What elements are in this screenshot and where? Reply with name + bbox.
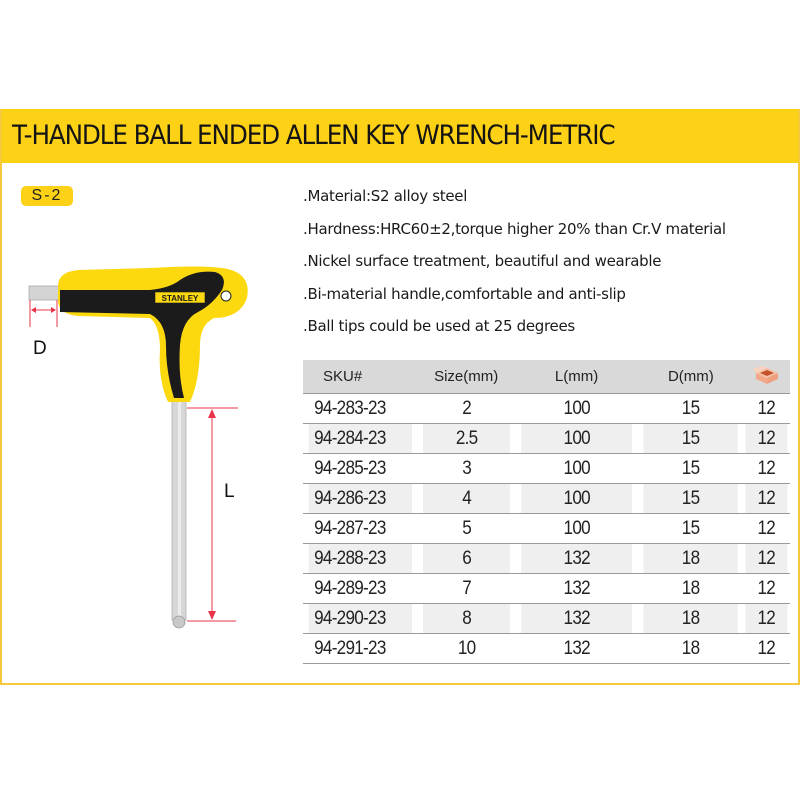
table-row xyxy=(303,484,790,514)
cell-length: 100 xyxy=(521,484,632,514)
table-row xyxy=(303,454,790,484)
cell-length: 132 xyxy=(521,574,632,604)
svg-text:STANLEY: STANLEY xyxy=(161,294,199,303)
diameter-label: D xyxy=(33,338,47,359)
cell-sku: 94-291-23 xyxy=(309,634,412,664)
product-illustration xyxy=(0,230,300,650)
cell-sku: 94-287-23 xyxy=(309,514,412,544)
cell-size: 7 xyxy=(422,574,510,604)
cell-box-qty: 12 xyxy=(746,394,788,424)
spec-table xyxy=(303,360,790,664)
cell-length: 132 xyxy=(521,544,632,574)
col-header-size: Size(mm) xyxy=(418,360,515,394)
cell-sku: 94-290-23 xyxy=(309,604,412,634)
cell-size: 3 xyxy=(422,454,510,484)
feature-item: .Hardness:HRC60±2,torque higher 20% than Cr.V material xyxy=(303,219,726,238)
table-row xyxy=(303,544,790,574)
table-row xyxy=(303,514,790,544)
cell-size: 2.5 xyxy=(422,424,510,454)
table-row xyxy=(303,394,790,424)
col-header-box-qty xyxy=(743,360,790,394)
cell-box-qty: 12 xyxy=(746,454,788,484)
cell-diameter: 18 xyxy=(644,544,739,574)
cell-size: 5 xyxy=(422,514,510,544)
cell-box-qty: 12 xyxy=(746,514,788,544)
cell-box-qty: 12 xyxy=(746,634,788,664)
cell-size: 10 xyxy=(422,634,510,664)
cell-size: 6 xyxy=(422,544,510,574)
cell-box-qty: 12 xyxy=(746,574,788,604)
cell-box-qty: 12 xyxy=(746,484,788,514)
cell-length: 132 xyxy=(521,634,632,664)
feature-item: .Material:S2 alloy steel xyxy=(303,187,468,205)
table-row xyxy=(303,604,790,634)
cell-diameter: 15 xyxy=(644,424,739,454)
table-row xyxy=(303,424,790,454)
cell-diameter: 18 xyxy=(644,634,739,664)
cell-diameter: 15 xyxy=(644,484,739,514)
table-row xyxy=(303,574,790,604)
table-header-row xyxy=(303,360,790,394)
cell-sku: 94-285-23 xyxy=(309,454,412,484)
page-title: T-HANDLE BALL ENDED ALLEN KEY WRENCH-METRIC xyxy=(12,120,615,151)
cell-box-qty: 12 xyxy=(746,544,788,574)
col-header-sku: SKU# xyxy=(303,360,418,394)
cell-sku: 94-289-23 xyxy=(309,574,412,604)
cell-length: 100 xyxy=(521,394,632,424)
cell-sku: 94-286-23 xyxy=(309,484,412,514)
material-badge: S-2 xyxy=(21,186,73,206)
cell-diameter: 18 xyxy=(644,574,739,604)
cell-sku: 94-283-23 xyxy=(309,394,412,424)
box-icon xyxy=(753,365,781,385)
col-header-diameter: D(mm) xyxy=(638,360,743,394)
length-label: L xyxy=(224,481,235,502)
cell-length: 132 xyxy=(521,604,632,634)
cell-box-qty: 12 xyxy=(746,604,788,634)
feature-item: .Bi-material handle,comfortable and anti-slip xyxy=(303,284,626,303)
feature-list xyxy=(303,184,726,347)
cell-length: 100 xyxy=(521,424,632,454)
cell-box-qty: 12 xyxy=(746,424,788,454)
cell-length: 100 xyxy=(521,454,632,484)
cell-size: 8 xyxy=(422,604,510,634)
feature-item: .Ball tips could be used at 25 degrees xyxy=(303,317,575,335)
cell-diameter: 15 xyxy=(644,454,739,484)
cell-diameter: 15 xyxy=(644,514,739,544)
cell-size: 4 xyxy=(422,484,510,514)
t-handle-wrench-image xyxy=(0,230,300,650)
cell-size: 2 xyxy=(422,394,510,424)
cell-diameter: 15 xyxy=(644,394,739,424)
table-row xyxy=(303,634,790,664)
cell-diameter: 18 xyxy=(644,604,739,634)
cell-sku: 94-288-23 xyxy=(309,544,412,574)
cell-sku: 94-284-23 xyxy=(309,424,412,454)
cell-length: 100 xyxy=(521,514,632,544)
feature-item: .Nickel surface treatment, beautiful and wearable xyxy=(303,252,662,270)
col-header-length: L(mm) xyxy=(515,360,638,394)
